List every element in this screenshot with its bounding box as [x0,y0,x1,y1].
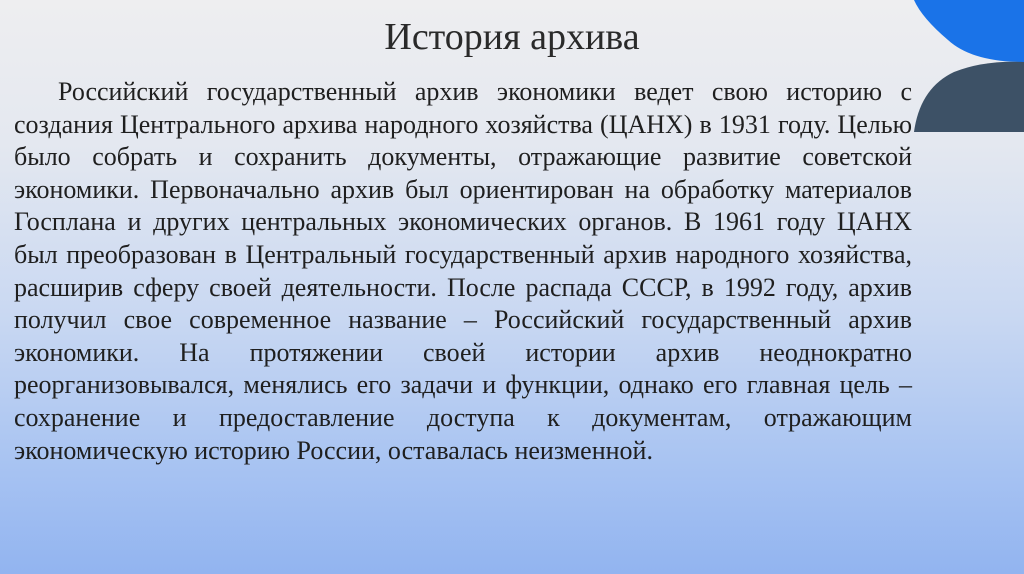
slide-title: История архива [384,16,640,58]
dark-leaf-shape [914,62,1024,132]
body-paragraph: Российский государственный архив экономики ведет свою историю с создания Центрального архива народного хозяйства (ЦАНХ) в 1931 году. Целью было собрать и сохранить документы, отражающие развитие советской экономики. Первоначально архив был ориентирован на обработку материалов Госплана и других центральных экономических органов. В 1961 году ЦАНХ был преобразован в Центральный государственный архив народного хозяйства, расширив сферу своей деятельности. После распада СССР, в 1992 году, архив получил свое современное название – Российский государственный архив экономики. На протяжении своей истории архив неоднократно реорганизовывался, менялись его задачи и функции, однако его главная цель – сохранение и предоставление доступа к документам, отражающим экономическую историю России, оставалась неизменной. [14,77,912,465]
